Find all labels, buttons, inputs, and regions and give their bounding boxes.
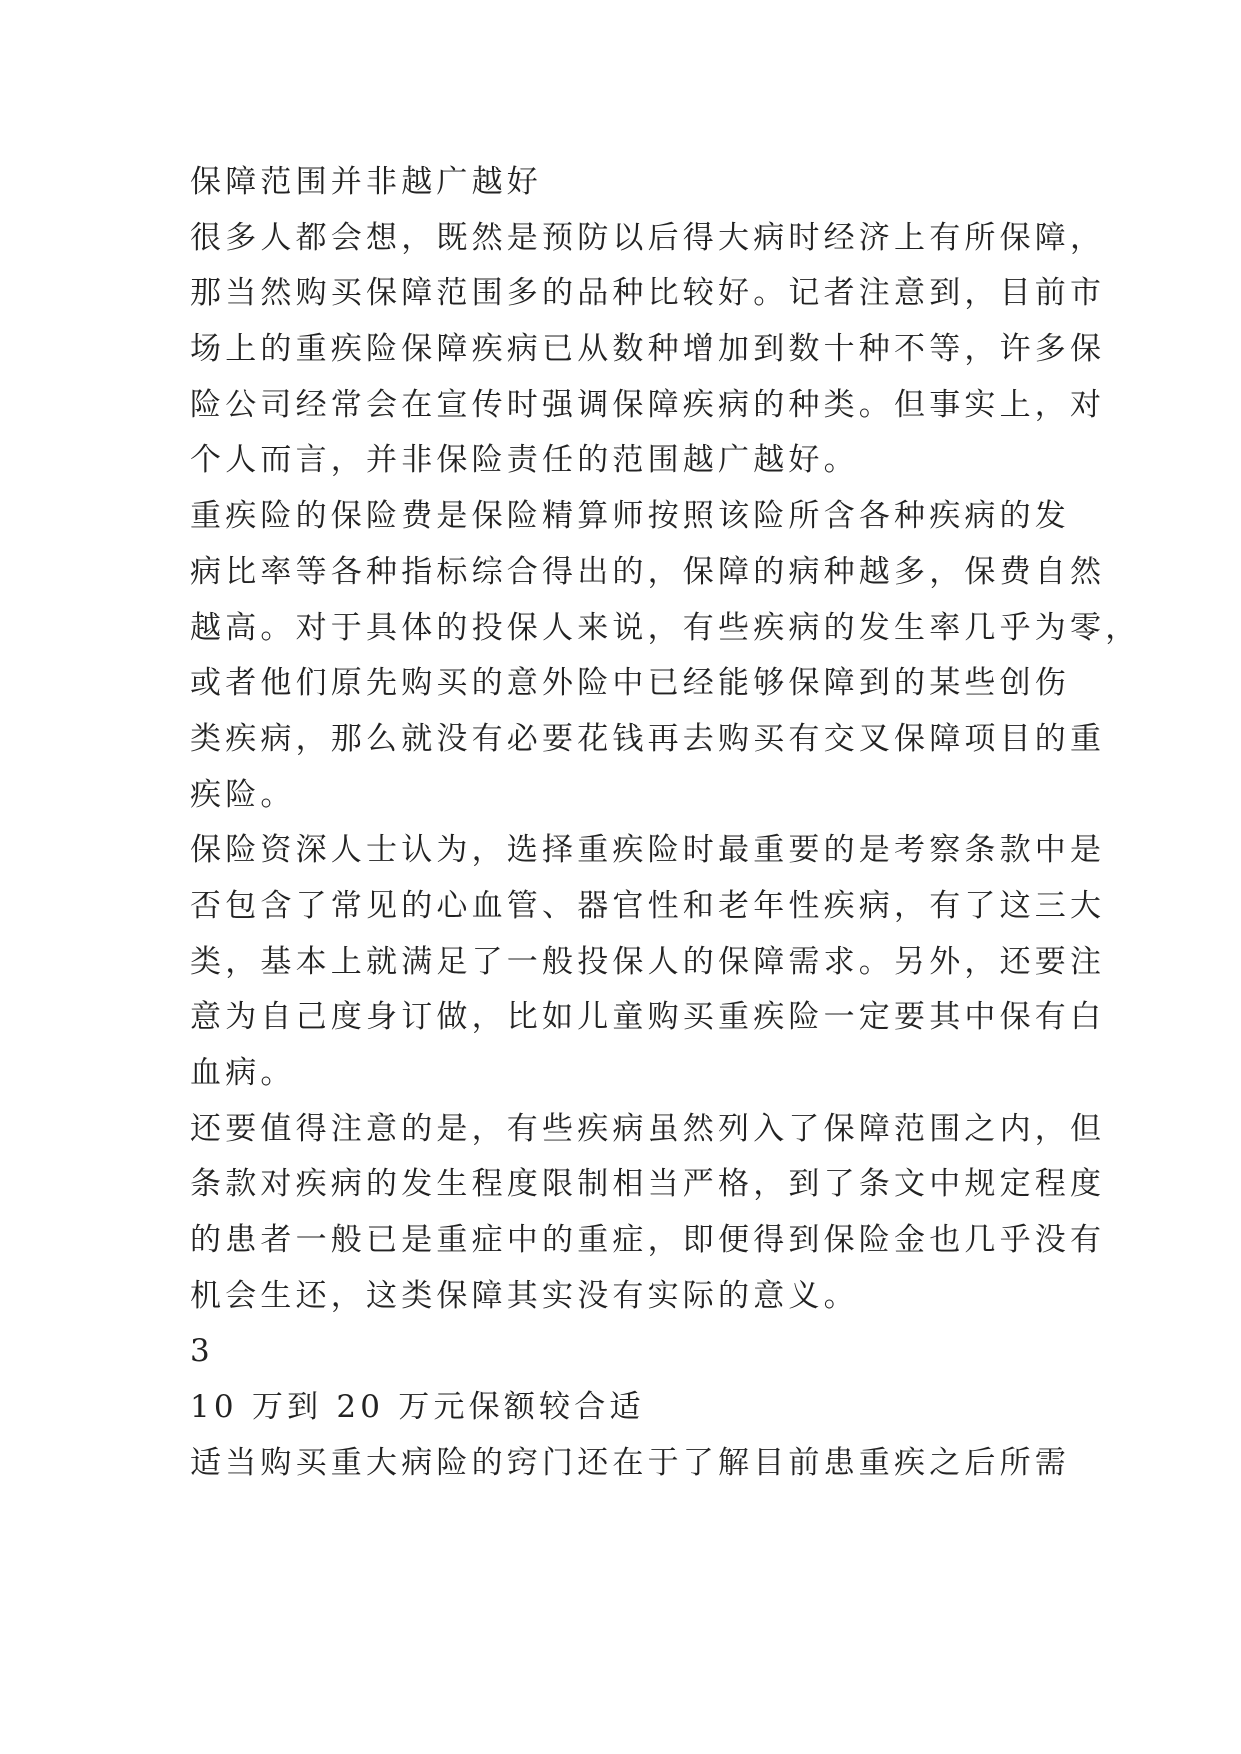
paragraph-line: 的患者一般已是重症中的重症，即便得到保险金也几乎没有 xyxy=(190,1222,1106,1259)
paragraph-line: 否包含了常见的心血管、器官性和老年性疾病，有了这三大 xyxy=(190,887,1106,924)
paragraph-line: 意为自己度身订做，比如儿童购买重疾险一定要其中保有白 xyxy=(190,999,1106,1036)
paragraph-line: 机会生还，这类保障其实没有实际的意义。 xyxy=(190,1277,859,1314)
section-title: 保障范围并非越广越好 xyxy=(190,164,542,200)
paragraph-line: 重疾险的保险费是保险精算师按照该险所含各种疾病的发 xyxy=(190,498,1070,535)
section-title-2: 10 万到 20 万元保额较合适 xyxy=(190,1389,645,1426)
paragraph-line: 或者他们原先购买的意外险中已经能够保障到的某些创伤 xyxy=(190,665,1070,702)
paragraph-3 xyxy=(190,823,1106,1101)
paragraph-line: 病比率等各种指标综合得出的，保障的病种越多，保费自然 xyxy=(190,553,1106,590)
paragraph-line: 个人而言，并非保险责任的范围越广越好。 xyxy=(190,442,859,479)
paragraph-line: 条款对疾病的发生程度限制相当严格，到了条文中规定程度 xyxy=(190,1166,1106,1203)
paragraph-line: 类，基本上就满足了一般投保人的保障需求。另外，还要注 xyxy=(190,943,1106,980)
paragraph-line: 保险资深人士认为，选择重疾险时最重要的是考察条款中是 xyxy=(190,832,1106,869)
paragraph-line: 险公司经常会在宣传时强调保障疾病的种类。但事实上，对 xyxy=(190,386,1106,423)
paragraph-line: 还要值得注意的是，有些疾病虽然列入了保障范围之内，但 xyxy=(190,1110,1106,1147)
paragraph-5 xyxy=(190,1436,1070,1492)
paragraph-line: 越高。对于具体的投保人来说，有些疾病的发生率几乎为零， xyxy=(190,609,1141,646)
section-number: 3 xyxy=(190,1333,214,1370)
body-text xyxy=(190,155,1141,1492)
paragraph-line: 场上的重疾险保障疾病已从数种增加到数十种不等，许多保 xyxy=(190,331,1106,368)
paragraph-line: 类疾病，那么就没有必要花钱再去购买有交叉保障项目的重 xyxy=(190,720,1106,757)
paragraph-2 xyxy=(190,489,1141,823)
paragraph-line: 疾险。 xyxy=(190,776,296,813)
paragraph-line: 很多人都会想，既然是预防以后得大病时经济上有所保障， xyxy=(190,219,1106,256)
paragraph-4 xyxy=(190,1102,1106,1325)
paragraph-1 xyxy=(190,211,1106,489)
paragraph-line: 那当然购买保障范围多的品种比较好。记者注意到，目前市 xyxy=(190,275,1106,312)
paragraph-line: 适当购买重大病险的窍门还在于了解目前患重疾之后所需 xyxy=(190,1444,1070,1481)
paragraph-line: 血病。 xyxy=(190,1055,296,1091)
